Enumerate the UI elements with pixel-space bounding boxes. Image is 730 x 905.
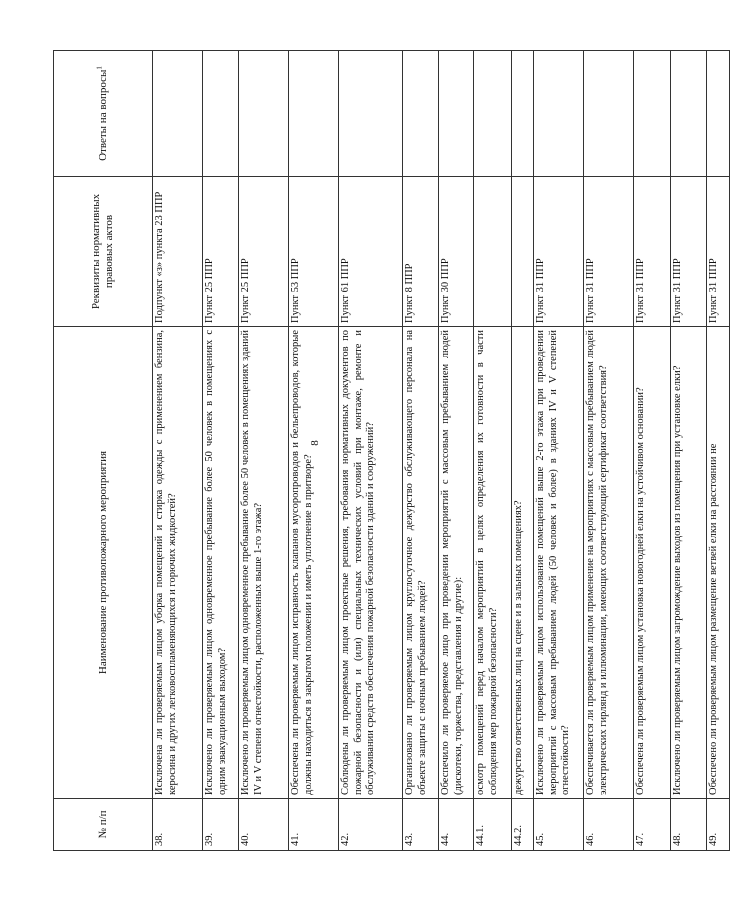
row-num: 44.2.	[512, 799, 534, 851]
row-measure: осмотр помещений перед началом мероприятий в целях определения их готовности в части соблюдения мер пожарной безопасности?	[474, 327, 512, 799]
row-requisites: Пункт 31 ППР	[534, 177, 584, 327]
table-row	[339, 51, 403, 851]
table-row	[671, 51, 707, 851]
row-measure: Организовано ли проверяемым лицом круглосуточное дежурство обслуживающего персонала на объекте защиты с ночным пребыванием людей?	[403, 327, 439, 799]
row-num: 44.1.	[474, 799, 512, 851]
row-num: 38.	[153, 799, 203, 851]
row-requisites	[474, 177, 512, 327]
header-requisites: Реквизиты нормативных правовых актов	[54, 177, 153, 327]
header-num: № п/п	[54, 799, 153, 851]
row-answer	[403, 51, 439, 177]
row-measure: Обеспечена ли проверяемым лицом исправность клапанов мусоропроводов и бельепроводов, которые должны находиться в закрытом положении и иметь уплотнение в притворе?	[289, 327, 339, 799]
row-requisites: Пункт 31 ППР	[584, 177, 634, 327]
row-requisites: Пункт 8 ППР	[403, 177, 439, 327]
table-row	[403, 51, 439, 851]
table-row	[534, 51, 584, 851]
row-num: 48.	[671, 799, 707, 851]
row-answer	[153, 51, 203, 177]
table-row	[634, 51, 671, 851]
row-measure: Обеспечено ли проверяемым лицом размещение ветвей елки на расстоянии не	[707, 327, 730, 799]
row-answer	[671, 51, 707, 177]
row-answer	[439, 51, 474, 177]
header-answers-footnote: 1	[94, 66, 103, 70]
table-row	[512, 51, 534, 851]
row-requisites: Пункт 30 ППР	[439, 177, 474, 327]
table-row	[289, 51, 339, 851]
row-answer	[474, 51, 512, 177]
row-num: 39.	[203, 799, 239, 851]
row-requisites: Подпункт «з» пункта 23 ППР	[153, 177, 203, 327]
row-answer	[339, 51, 403, 177]
row-num: 43.	[403, 799, 439, 851]
table-row	[153, 51, 203, 851]
row-num: 40.	[239, 799, 289, 851]
table-row	[203, 51, 239, 851]
row-requisites: Пункт 25 ППР	[239, 177, 289, 327]
checklist-table-container	[53, 51, 719, 851]
table-header-row	[54, 51, 153, 851]
row-measure: Обеспечена ли проверяемым лицом установка новогодней елки на устойчивом основании?	[634, 327, 671, 799]
table-row	[439, 51, 474, 851]
row-measure: Соблюдены ли проверяемым лицом проектные решения, требования нормативных документов по пожарной безопасности и (или) специальных технических условий при монтаже, ремонте и обслуживании средств обеспечения пожарной безопасности зданий и сооружений?	[339, 327, 403, 799]
row-answer	[512, 51, 534, 177]
row-requisites: Пункт 25 ППР	[203, 177, 239, 327]
row-measure: Исключено ли проверяемым лицом использование помещений выше 2-го этажа при проведении мероприятий с массовым пребыванием людей (50 человек и более) в зданиях IV и V степеней огнестойкости?	[534, 327, 584, 799]
row-num: 42.	[339, 799, 403, 851]
row-answer	[584, 51, 634, 177]
row-num: 45.	[534, 799, 584, 851]
row-answer	[289, 51, 339, 177]
row-requisites: Пункт 61 ППР	[339, 177, 403, 327]
table-row	[474, 51, 512, 851]
table-row	[584, 51, 634, 851]
row-measure: Исключено ли проверяемым лицом одновременное пребывание более 50 человек в помещениях зданий IV и V степени огнестойкости, расположенных выше 1-го этажа?	[239, 327, 289, 799]
row-answer	[634, 51, 671, 177]
row-measure: дежурство ответственных лиц на сцене и в зальных помещениях?	[512, 327, 534, 799]
header-name: Наименование противопожарного мероприятия	[54, 327, 153, 799]
row-answer	[707, 51, 730, 177]
checklist-table	[53, 50, 730, 851]
row-measure: Обеспечивается ли проверяемым лицом применение на мероприятиях с массовым пребыванием людей электрических гирлянд и иллюминации, имеющих соответствующий сертификат соответствия?	[584, 327, 634, 799]
row-requisites: Пункт 31 ППР	[671, 177, 707, 327]
row-requisites: Пункт 31 ППР	[707, 177, 730, 327]
row-num: 46.	[584, 799, 634, 851]
table-row	[239, 51, 289, 851]
header-answers	[54, 51, 153, 177]
row-measure: Обеспечило ли проверяемое лицо при проведении мероприятий с массовым пребыванием людей (дискотеки, торжества, представления и другие):	[439, 327, 474, 799]
row-requisites: Пункт 53 ППР	[289, 177, 339, 327]
table-row	[707, 51, 730, 851]
row-answer	[203, 51, 239, 177]
row-num: 41.	[289, 799, 339, 851]
row-measure: Исключено ли проверяемым лицом загромождение выходов из помещения при установке елки?	[671, 327, 707, 799]
row-answer	[534, 51, 584, 177]
row-answer	[239, 51, 289, 177]
row-num: 47.	[634, 799, 671, 851]
row-num: 49.	[707, 799, 730, 851]
row-num: 44.	[439, 799, 474, 851]
row-requisites	[512, 177, 534, 327]
row-measure: Исключено ли проверяемым лицом одновременное пребывание более 50 человек в помещениях с одним эвакуационным выходом?	[203, 327, 239, 799]
row-requisites: Пункт 31 ППР	[634, 177, 671, 327]
page-number: 8	[309, 440, 321, 446]
row-measure: Исключена ли проверяемым лицом уборка помещений и стирка одежды с применением бензина, керосина и других легковоспламеняющихся и горючих жидкостей?	[153, 327, 203, 799]
header-answers-text: Ответы на вопросы	[96, 69, 109, 161]
